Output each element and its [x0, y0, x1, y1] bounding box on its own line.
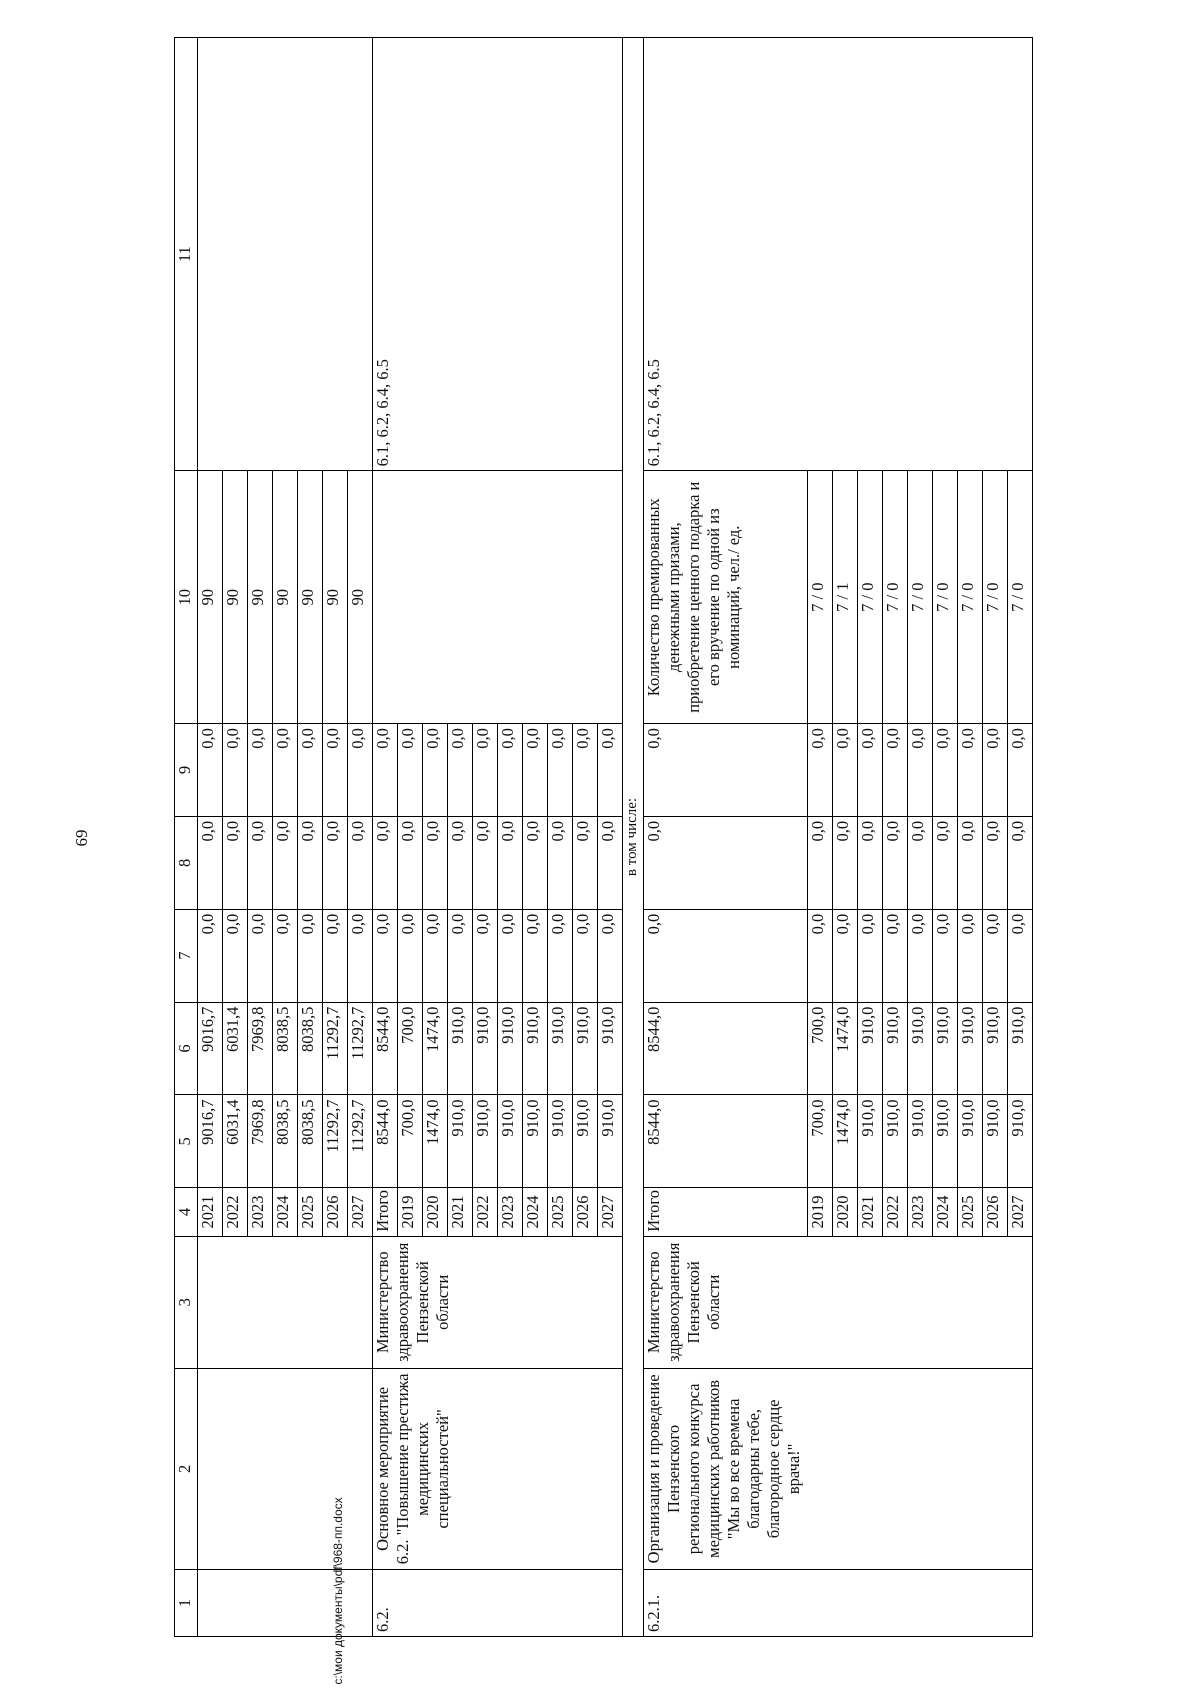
- value-cell-c5: 700,0: [398, 1095, 423, 1188]
- value-cell-c5: 8038,5: [273, 1095, 298, 1188]
- value-cell-c7: 0,0: [373, 909, 398, 1002]
- value-cell-c7: 0,0: [808, 909, 833, 1002]
- year-cell: 2026: [573, 1188, 598, 1236]
- value-cell-c6: 700,0: [808, 1002, 833, 1095]
- value-cell-c9: 0,0: [273, 724, 298, 817]
- indicator-value-cell: 7 / 0: [908, 471, 933, 724]
- indicator-value-cell: 90: [298, 471, 323, 724]
- value-cell-c9: 0,0: [298, 724, 323, 817]
- value-cell-c9: 0,0: [448, 724, 473, 817]
- header-col-3: 3: [175, 1236, 198, 1368]
- prev-title-cell: [198, 1368, 373, 1569]
- value-cell-c9: 0,0: [1008, 724, 1033, 817]
- value-cell-c5: 910,0: [598, 1095, 623, 1188]
- value-cell-c6: 910,0: [598, 1002, 623, 1095]
- item-indicators: 6.1, 6.2, 6.4, 6.5: [373, 38, 623, 471]
- value-cell-c5: 1474,0: [423, 1095, 448, 1188]
- table-row: [373, 38, 398, 1637]
- year-cell: 2027: [598, 1188, 623, 1236]
- year-cell: 2025: [298, 1188, 323, 1236]
- header-col-11: 11: [175, 38, 198, 471]
- header-col-2: 2: [175, 1368, 198, 1569]
- value-cell-c6: 910,0: [908, 1002, 933, 1095]
- value-cell-c9: 0,0: [548, 724, 573, 817]
- value-cell-c8: 0,0: [548, 816, 573, 909]
- value-cell-c7: 0,0: [348, 909, 373, 1002]
- value-cell-c9: 0,0: [373, 724, 398, 817]
- header-col-8: 8: [175, 816, 198, 909]
- value-cell-c8: 0,0: [1008, 816, 1033, 909]
- value-cell-c6: 910,0: [498, 1002, 523, 1095]
- value-cell-c6: 910,0: [958, 1002, 983, 1095]
- value-cell-c6: 910,0: [983, 1002, 1008, 1095]
- value-cell-c7: 0,0: [273, 909, 298, 1002]
- value-cell-c5: 910,0: [548, 1095, 573, 1188]
- value-cell-c5: 7969,8: [248, 1095, 273, 1188]
- year-cell: 2019: [398, 1188, 423, 1236]
- value-cell-c5: 8544,0: [373, 1095, 398, 1188]
- year-cell: 2026: [323, 1188, 348, 1236]
- value-cell-c5: 910,0: [908, 1095, 933, 1188]
- year-cell: 2021: [448, 1188, 473, 1236]
- year-cell: 2023: [498, 1188, 523, 1236]
- year-cell: Итого: [644, 1188, 808, 1236]
- value-cell-c8: 0,0: [883, 816, 908, 909]
- value-cell-c6: 7969,8: [248, 1002, 273, 1095]
- value-cell-c7: 0,0: [248, 909, 273, 1002]
- header-row: [175, 38, 198, 1637]
- value-cell-c8: 0,0: [858, 816, 883, 909]
- value-cell-c8: 0,0: [373, 816, 398, 909]
- value-cell-c7: 0,0: [883, 909, 908, 1002]
- value-cell-c9: 0,0: [498, 724, 523, 817]
- value-cell-c8: 0,0: [933, 816, 958, 909]
- program-table: [174, 37, 1033, 1637]
- year-cell: 2027: [348, 1188, 373, 1236]
- value-cell-c7: 0,0: [598, 909, 623, 1002]
- year-cell: 2024: [273, 1188, 298, 1236]
- value-cell-c8: 0,0: [323, 816, 348, 909]
- value-cell-c7: 0,0: [644, 909, 808, 1002]
- value-cell-c7: 0,0: [398, 909, 423, 1002]
- value-cell-c5: 11292,7: [323, 1095, 348, 1188]
- value-cell-c6: 910,0: [933, 1002, 958, 1095]
- header-col-5: 5: [175, 1095, 198, 1188]
- file-path-footer: c:\мои документы\pdf\968-пп.docx: [331, 1497, 345, 1685]
- value-cell-c5: 1474,0: [833, 1095, 858, 1188]
- value-cell-c7: 0,0: [223, 909, 248, 1002]
- indicator-value-cell: 7 / 0: [933, 471, 958, 724]
- indicator-value-cell: 90: [223, 471, 248, 724]
- indicator-value-cell: 7 / 0: [858, 471, 883, 724]
- value-cell-c8: 0,0: [423, 816, 448, 909]
- indicator-value-cell: 90: [348, 471, 373, 724]
- year-cell: 2027: [1008, 1188, 1033, 1236]
- item-indicators: 6.1, 6.2, 6.4, 6.5: [644, 38, 1033, 471]
- item-number: 6.2.: [373, 1569, 623, 1636]
- value-cell-c5: 910,0: [523, 1095, 548, 1188]
- value-cell-c5: 910,0: [573, 1095, 598, 1188]
- value-cell-c7: 0,0: [858, 909, 883, 1002]
- header-col-4: 4: [175, 1188, 198, 1236]
- value-cell-c5: 11292,7: [348, 1095, 373, 1188]
- header-col-6: 6: [175, 1002, 198, 1095]
- table-body: [175, 38, 1033, 1637]
- value-cell-c9: 0,0: [198, 724, 223, 817]
- value-cell-c8: 0,0: [983, 816, 1008, 909]
- year-cell: 2026: [983, 1188, 1008, 1236]
- header-col-7: 7: [175, 909, 198, 1002]
- value-cell-c9: 0,0: [523, 724, 548, 817]
- year-cell: 2022: [473, 1188, 498, 1236]
- value-cell-c6: 9016,7: [198, 1002, 223, 1095]
- header-col-1: 1: [175, 1569, 198, 1636]
- value-cell-c8: 0,0: [908, 816, 933, 909]
- separator-label: в том числе:: [623, 38, 644, 1637]
- year-cell: 2022: [883, 1188, 908, 1236]
- item-title: Основное мероприятие 6.2. "Повышение престижа медицинских специальностей": [373, 1368, 623, 1569]
- indicator-value-cell: 7 / 1: [833, 471, 858, 724]
- value-cell-c6: 11292,7: [323, 1002, 348, 1095]
- year-cell: 2020: [833, 1188, 858, 1236]
- value-cell-c9: 0,0: [833, 724, 858, 817]
- table-row: [644, 38, 808, 1637]
- indicator-name-cell: Количество премированных денежными призами, приобретение ценного подарка и его вручение по одной из номинаций, чел./ ед.: [644, 471, 808, 724]
- indicator-value-cell: 90: [248, 471, 273, 724]
- value-cell-c9: 0,0: [473, 724, 498, 817]
- year-cell: 2024: [523, 1188, 548, 1236]
- value-cell-c7: 0,0: [983, 909, 1008, 1002]
- value-cell-c9: 0,0: [644, 724, 808, 817]
- indicator-value-cell: 90: [323, 471, 348, 724]
- value-cell-c5: 6031,4: [223, 1095, 248, 1188]
- value-cell-c5: 910,0: [983, 1095, 1008, 1188]
- value-cell-c8: 0,0: [573, 816, 598, 909]
- value-cell-c5: 910,0: [933, 1095, 958, 1188]
- value-cell-c8: 0,0: [473, 816, 498, 909]
- value-cell-c5: 9016,7: [198, 1095, 223, 1188]
- value-cell-c6: 1474,0: [833, 1002, 858, 1095]
- value-cell-c8: 0,0: [498, 816, 523, 909]
- indicator-value-cell: 90: [273, 471, 298, 724]
- value-cell-c9: 0,0: [398, 724, 423, 817]
- value-cell-c7: 0,0: [548, 909, 573, 1002]
- value-cell-c5: 910,0: [498, 1095, 523, 1188]
- item-executor: Министерство здравоохранения Пензенской области: [373, 1236, 623, 1368]
- value-cell-c9: 0,0: [223, 724, 248, 817]
- indicator-value-cell: 7 / 0: [958, 471, 983, 724]
- value-cell-c9: 0,0: [323, 724, 348, 817]
- value-cell-c7: 0,0: [523, 909, 548, 1002]
- year-cell: 2023: [908, 1188, 933, 1236]
- value-cell-c8: 0,0: [198, 816, 223, 909]
- value-cell-c8: 0,0: [958, 816, 983, 909]
- value-cell-c8: 0,0: [523, 816, 548, 909]
- year-cell: 2025: [958, 1188, 983, 1236]
- header-col-10: 10: [175, 471, 198, 724]
- year-cell: 2024: [933, 1188, 958, 1236]
- item-title: Организация и проведение Пензенского регионального конкурса медицинских работников "Мы во все времена благодарны тебе, благородное сердце врача!": [644, 1368, 1033, 1569]
- value-cell-c8: 0,0: [398, 816, 423, 909]
- rotated-page: [174, 37, 1104, 1637]
- separator-row: [623, 38, 644, 1637]
- value-cell-c7: 0,0: [908, 909, 933, 1002]
- value-cell-c6: 910,0: [523, 1002, 548, 1095]
- indicator-name-cell: [373, 471, 623, 724]
- value-cell-c6: 910,0: [883, 1002, 908, 1095]
- prev-executor-cell: [198, 1236, 373, 1368]
- value-cell-c6: 1474,0: [423, 1002, 448, 1095]
- value-cell-c7: 0,0: [323, 909, 348, 1002]
- item-number: 6.2.1.: [644, 1569, 1033, 1636]
- value-cell-c9: 0,0: [933, 724, 958, 817]
- value-cell-c9: 0,0: [958, 724, 983, 817]
- value-cell-c5: 8038,5: [298, 1095, 323, 1188]
- value-cell-c7: 0,0: [198, 909, 223, 1002]
- value-cell-c9: 0,0: [858, 724, 883, 817]
- value-cell-c8: 0,0: [223, 816, 248, 909]
- value-cell-c9: 0,0: [248, 724, 273, 817]
- indicator-value-cell: 7 / 0: [1008, 471, 1033, 724]
- value-cell-c9: 0,0: [598, 724, 623, 817]
- year-cell: 2022: [223, 1188, 248, 1236]
- value-cell-c5: 910,0: [958, 1095, 983, 1188]
- value-cell-c5: 910,0: [1008, 1095, 1033, 1188]
- value-cell-c7: 0,0: [958, 909, 983, 1002]
- value-cell-c5: 700,0: [808, 1095, 833, 1188]
- item-executor: Министерство здравоохранения Пензенской области: [644, 1236, 1033, 1368]
- value-cell-c9: 0,0: [423, 724, 448, 817]
- value-cell-c6: 910,0: [473, 1002, 498, 1095]
- year-cell: 2021: [198, 1188, 223, 1236]
- value-cell-c8: 0,0: [598, 816, 623, 909]
- prev-num-cell: [198, 1569, 373, 1636]
- value-cell-c5: 910,0: [473, 1095, 498, 1188]
- value-cell-c9: 0,0: [883, 724, 908, 817]
- value-cell-c6: 910,0: [1008, 1002, 1033, 1095]
- value-cell-c5: 910,0: [858, 1095, 883, 1188]
- value-cell-c8: 0,0: [298, 816, 323, 909]
- value-cell-c5: 8544,0: [644, 1095, 808, 1188]
- value-cell-c7: 0,0: [833, 909, 858, 1002]
- value-cell-c8: 0,0: [348, 816, 373, 909]
- header-col-9: 9: [175, 724, 198, 817]
- year-cell: Итого: [373, 1188, 398, 1236]
- value-cell-c8: 0,0: [644, 816, 808, 909]
- value-cell-c9: 0,0: [808, 724, 833, 817]
- value-cell-c6: 910,0: [548, 1002, 573, 1095]
- value-cell-c8: 0,0: [448, 816, 473, 909]
- value-cell-c8: 0,0: [248, 816, 273, 909]
- value-cell-c9: 0,0: [983, 724, 1008, 817]
- value-cell-c6: 910,0: [573, 1002, 598, 1095]
- value-cell-c7: 0,0: [448, 909, 473, 1002]
- value-cell-c5: 910,0: [883, 1095, 908, 1188]
- value-cell-c6: 8544,0: [373, 1002, 398, 1095]
- year-cell: 2019: [808, 1188, 833, 1236]
- indicator-value-cell: 7 / 0: [883, 471, 908, 724]
- value-cell-c7: 0,0: [298, 909, 323, 1002]
- value-cell-c7: 0,0: [1008, 909, 1033, 1002]
- indicator-value-cell: 90: [198, 471, 223, 724]
- value-cell-c6: 700,0: [398, 1002, 423, 1095]
- page-number: 69: [72, 829, 91, 847]
- value-cell-c7: 0,0: [573, 909, 598, 1002]
- prev-indicators-cell: [198, 38, 373, 471]
- value-cell-c7: 0,0: [473, 909, 498, 1002]
- table-row: [198, 38, 223, 1637]
- year-cell: 2020: [423, 1188, 448, 1236]
- value-cell-c6: 6031,4: [223, 1002, 248, 1095]
- value-cell-c8: 0,0: [833, 816, 858, 909]
- value-cell-c5: 910,0: [448, 1095, 473, 1188]
- value-cell-c6: 910,0: [858, 1002, 883, 1095]
- value-cell-c9: 0,0: [348, 724, 373, 817]
- value-cell-c8: 0,0: [273, 816, 298, 909]
- indicator-value-cell: 7 / 0: [808, 471, 833, 724]
- value-cell-c7: 0,0: [423, 909, 448, 1002]
- value-cell-c9: 0,0: [908, 724, 933, 817]
- value-cell-c7: 0,0: [933, 909, 958, 1002]
- year-cell: 2025: [548, 1188, 573, 1236]
- indicator-value-cell: 7 / 0: [983, 471, 1008, 724]
- year-cell: 2023: [248, 1188, 273, 1236]
- value-cell-c6: 8038,5: [298, 1002, 323, 1095]
- value-cell-c7: 0,0: [498, 909, 523, 1002]
- value-cell-c6: 910,0: [448, 1002, 473, 1095]
- value-cell-c6: 8038,5: [273, 1002, 298, 1095]
- value-cell-c6: 8544,0: [644, 1002, 808, 1095]
- value-cell-c8: 0,0: [808, 816, 833, 909]
- year-cell: 2021: [858, 1188, 883, 1236]
- value-cell-c9: 0,0: [573, 724, 598, 817]
- value-cell-c6: 11292,7: [348, 1002, 373, 1095]
